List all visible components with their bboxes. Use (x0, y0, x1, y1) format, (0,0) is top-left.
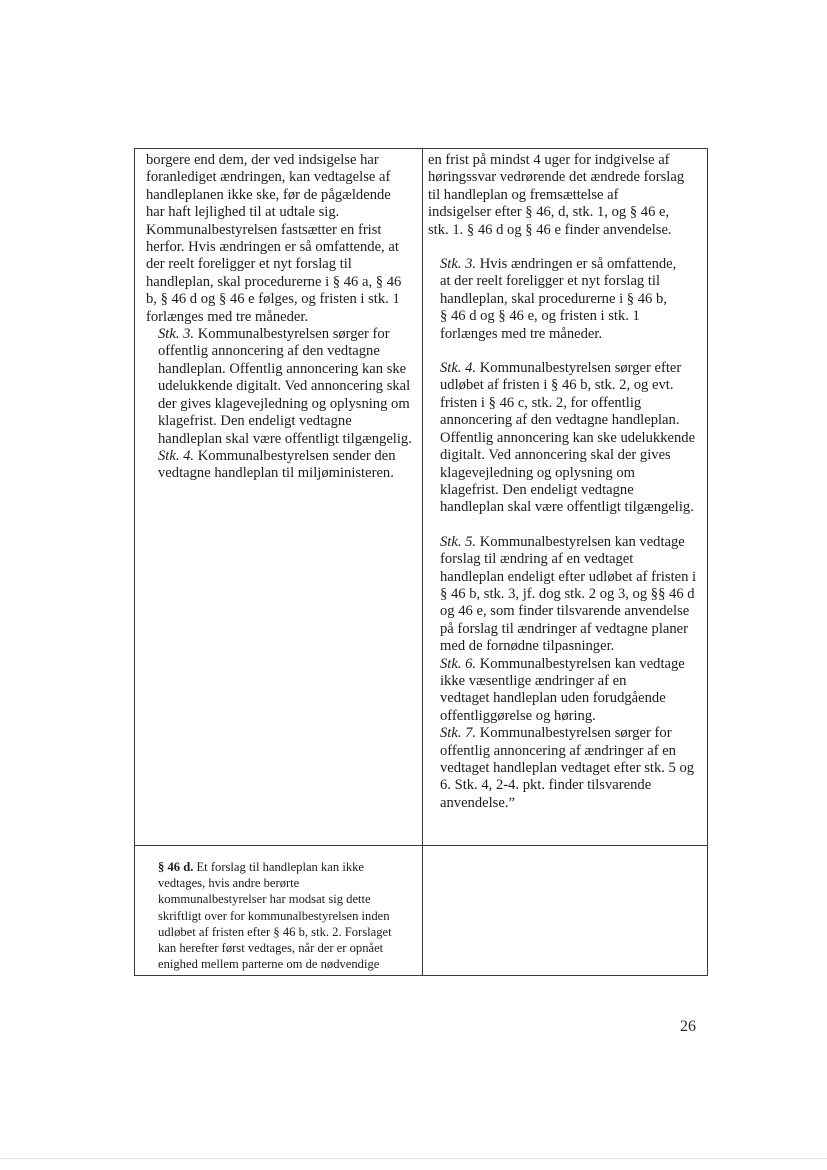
right-paragraph-stk4 (428, 360, 706, 517)
right-paragraph-stk6 (428, 656, 706, 726)
right-paragraph-1: en frist på mindst 4 uger for indgivelse af høringssvar vedrørende det ændrede forslag til handleplan og fremsættelse af indsigelser efter § 46, d, stk. 1, og § 46 e, stk. 1. § 46 d og § 46 e finder anvendelse. (428, 152, 685, 238)
bottom-left-cell (144, 859, 418, 972)
paragraph-text: Kommunalbestyrelsen kan vedtage ikke væsentlige ændringer af en vedtaget handleplan uden forudgående offentliggørelse og høring. (440, 655, 685, 724)
comparison-table (134, 148, 708, 976)
paragraph-text: Kommunalbestyrelsen sørger for offentlig annoncering af den vedtagne handleplan. Offentlig annoncering kan ske udelukkende digitalt. Ved annoncering skal der gives klagevejledning og oplysning om klagefrist. Den endeligt vedtagne handleplan skal være offentligt tilgængelig. (158, 326, 412, 447)
page-number: 26 (680, 1018, 696, 1035)
left-column-cell (146, 152, 421, 483)
paragraph-text: Kommunalbestyrelsen kan vedtage forslag til ændring af en vedtaget handleplan endeligt efter udløbet af fristen i § 46 b, stk. 3, jf. dog stk. 2 og 3, og §§ 46 d og 46 e, som finder tilsvarende anvendelse på forslag til ændringer af vedtagne planer med de fornødne tilpasninger. (440, 533, 697, 655)
column-divider (422, 149, 423, 975)
right-paragraph-stk3 (428, 256, 706, 343)
row-divider (135, 845, 707, 846)
paragraph-text: Hvis ændringen er så omfattende, at der reelt foreligger et nyt forslag til handleplan, skal procedurerne i § 46 b, § 46 d og § 46 e, og fristen i stk. 1 forlænges med tre måneder. (440, 256, 677, 342)
paragraph-text: Kommunalbestyrelsen sender den vedtagne handleplan til miljøministeren. (158, 447, 396, 482)
stk-label: Stk. 3. (440, 256, 477, 273)
left-paragraph-stk4 (146, 448, 421, 483)
paragraph-text: Et forslag til handleplan kan ikke vedtages, hvis andre berørte kommunalbestyrelser har modsat sig dette skriftligt over for kommunalbestyrelsen inden udløbet af fristen efter § 46 b, stk. 2. Forslaget kan herefter først vedtages, når der er opnået enighed mellem parterne om de nødvendige (158, 860, 392, 972)
stk-label: Stk. 4. (158, 447, 195, 464)
left-paragraph-1: borgere end dem, der ved indsigelse har foranlediget ændringen, kan vedtagelse af handleplanen ikke ske, før de pågældende har haft lejlighed til at udtale sig. Kommunalbestyrelsen fastsætter en frist herfor. Hvis ændringen er så omfattende, at der reelt foreligger et nyt forslag til handleplan, skal procedurerne i § 46 a, § 46 b, § 46 d og § 46 e følges, og fristen i stk. 1 forlænges med tre måneder. (146, 152, 402, 325)
paragraph-text: Kommunalbestyrelsen sørger for offentlig annoncering af ændringer af en vedtaget handleplan vedtaget efter stk. 5 og 6. Stk. 4, 2-4. pkt. finder tilsvarende anvendelse.” (440, 725, 695, 811)
section-label: § 46 d. (158, 860, 194, 874)
stk-label: Stk. 4. (440, 360, 477, 377)
scan-edge (0, 1158, 827, 1159)
right-column-cell (428, 152, 706, 812)
stk-label: Stk. 6. (440, 655, 477, 672)
right-paragraph-stk5 (428, 534, 706, 656)
right-paragraph-stk7 (428, 725, 706, 812)
section-46d-paragraph (144, 859, 418, 972)
left-paragraph-stk3 (146, 326, 421, 448)
stk-label: Stk. 5. (440, 533, 477, 550)
stk-label: Stk. 3. (158, 326, 195, 343)
stk-label: Stk. 7. (440, 725, 477, 742)
paragraph-text: Kommunalbestyrelsen sørger efter udløbet af fristen i § 46 b, stk. 2, og evt. fristen i § 46 c, stk. 2, for offentlig annoncering af den vedtagne handleplan. Offentlig annoncering kan ske udelukkende digitalt. Ved annoncering skal der gives klagevejledning og oplysning om klagefrist. Den endeligt vedtagne handleplan skal være offentligt tilgængelig. (440, 360, 696, 516)
